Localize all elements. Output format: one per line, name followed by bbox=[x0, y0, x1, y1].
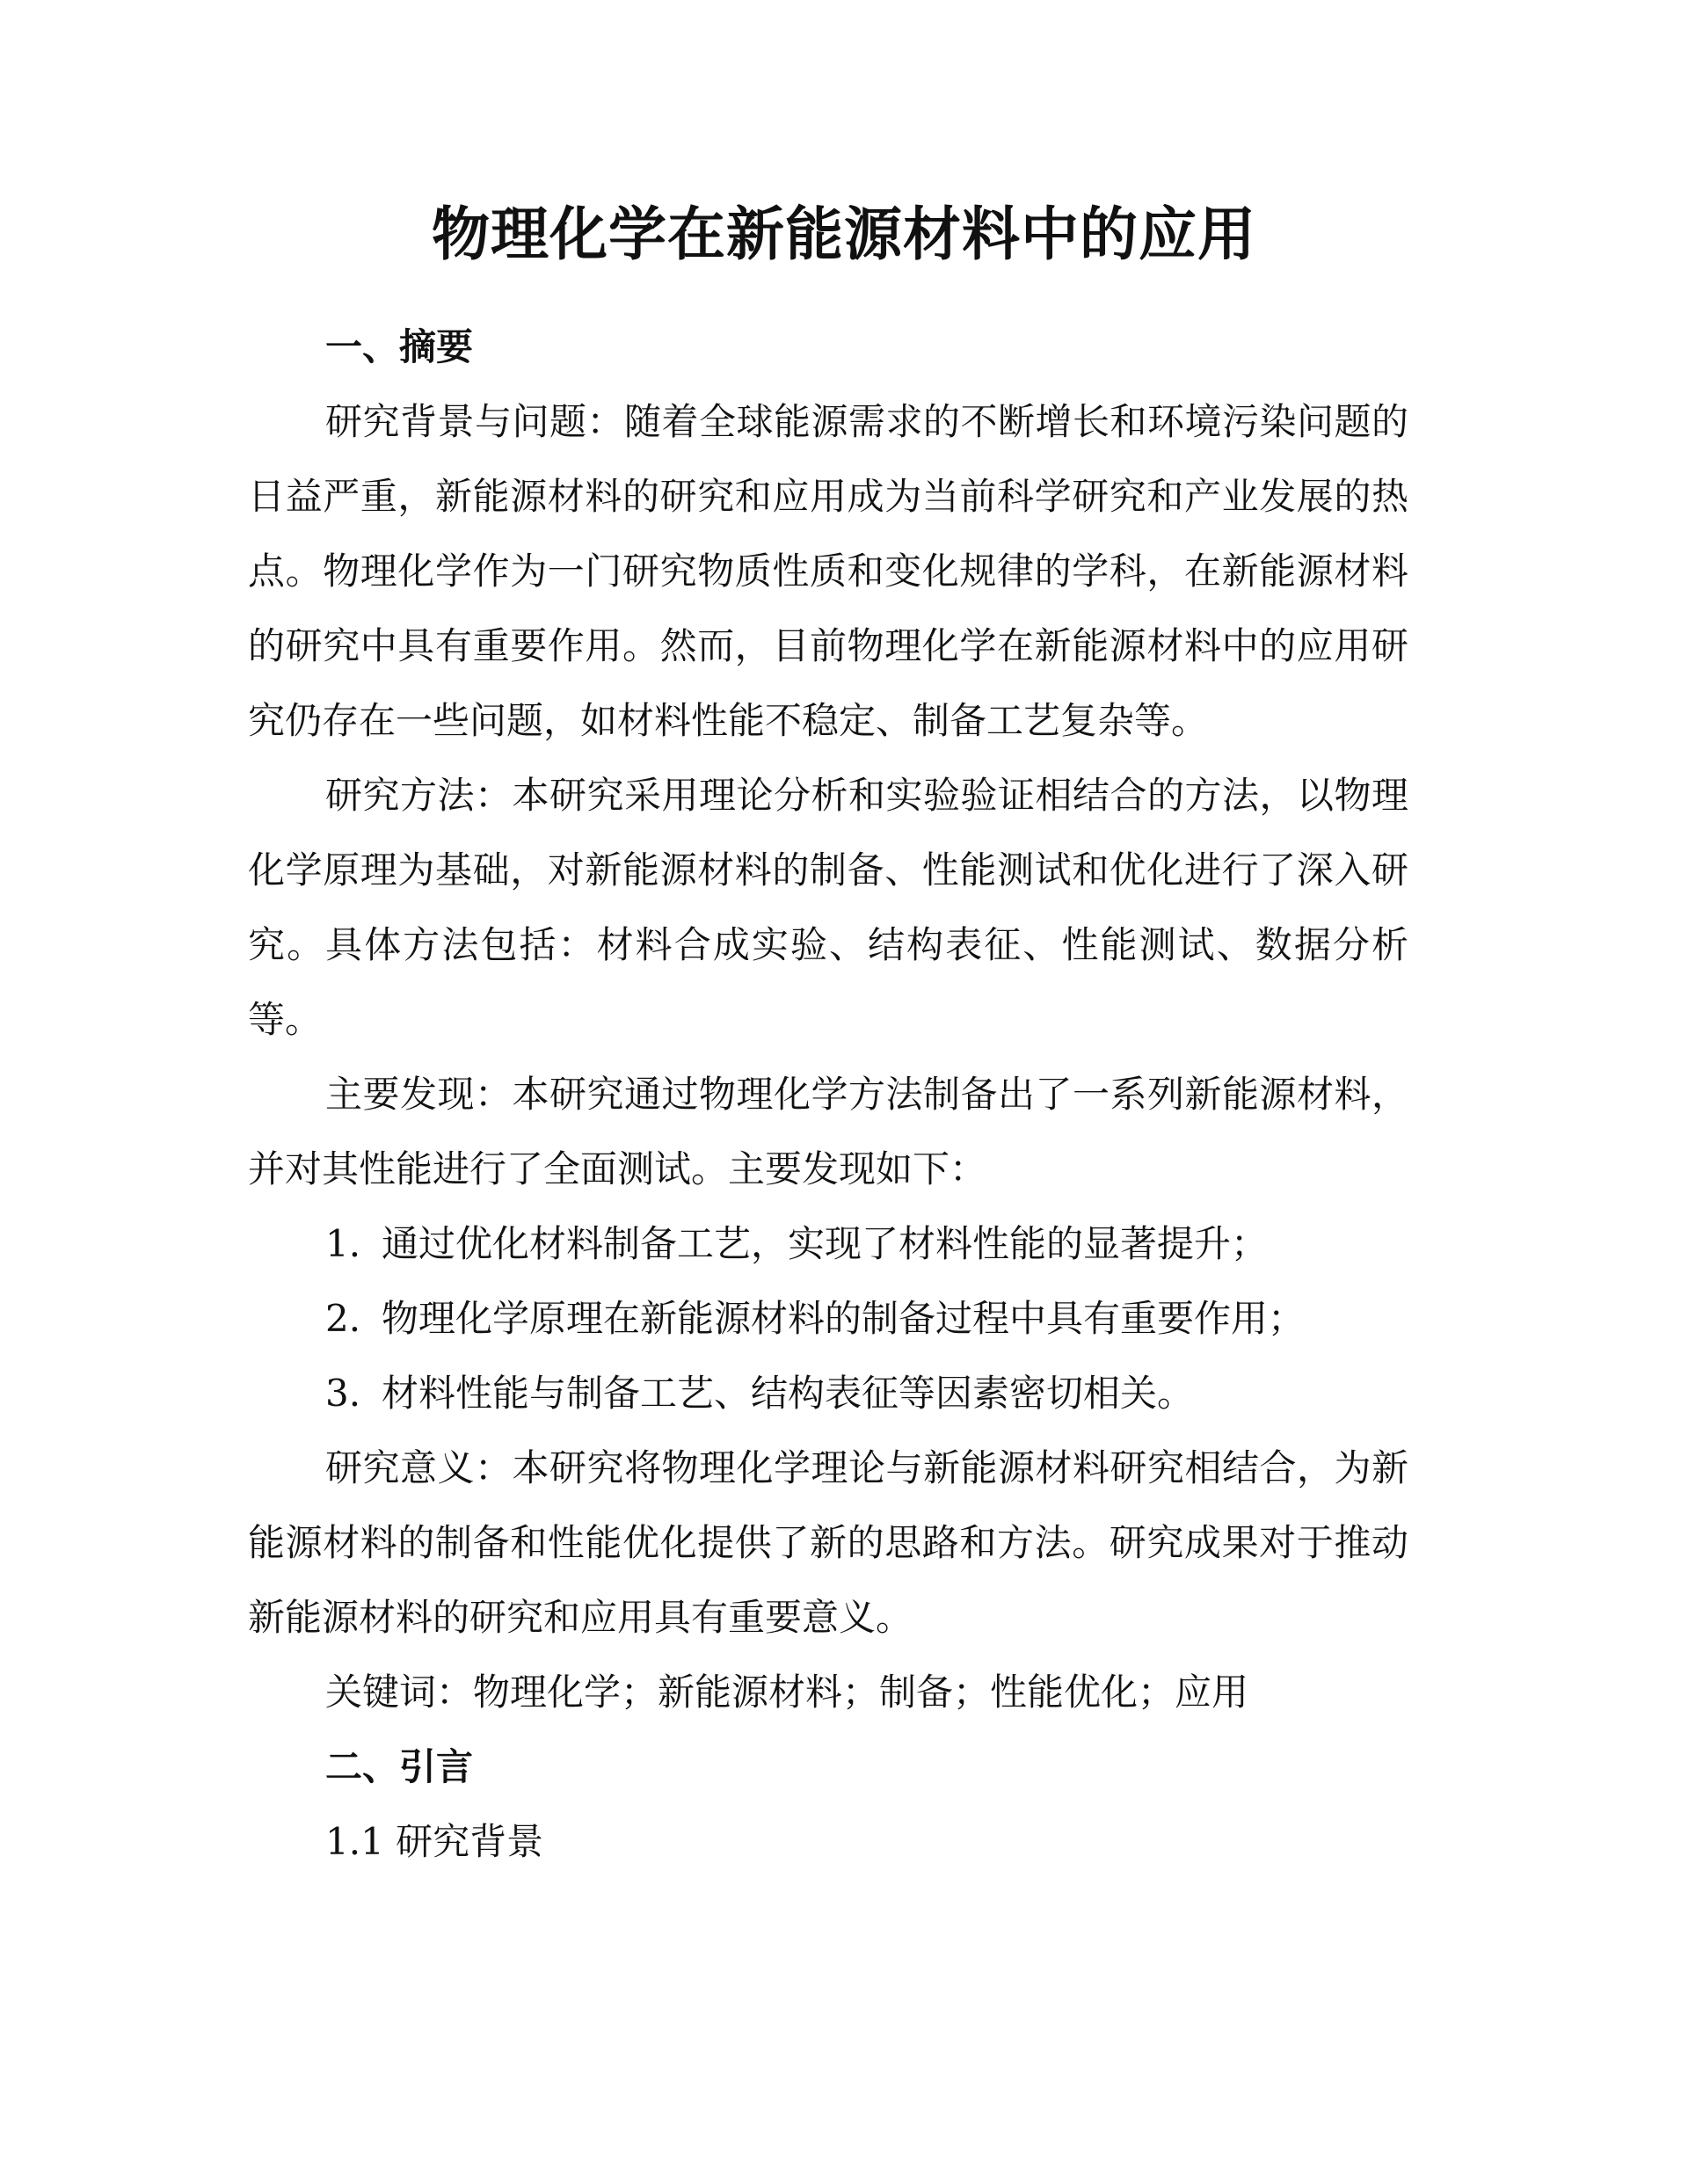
list-item-text: 通过优化材料制备工艺，实现了材料性能的显著提升； bbox=[382, 1222, 1269, 1265]
subsection-heading-background: 1.1 研究背景 bbox=[325, 1820, 544, 1863]
paragraph-methods: 研究方法：本研究采用理论分析和实验验证相结合的方法，以物理化学原理为基础，对新能源材料的制备、性能测试和优化进行了深入研究。具体方法包括：材料合成实验、结构表征、性能测试、数据分析等。 bbox=[248, 774, 1408, 1041]
list-item-text: 材料性能与制备工艺、结构表征等因素密切相关。 bbox=[382, 1372, 1195, 1415]
section-heading-abstract: 一、摘要 bbox=[325, 325, 474, 368]
list-item-text: 物理化学原理在新能源材料的制备过程中具有重要作用； bbox=[382, 1297, 1306, 1340]
list-item-number: 3. bbox=[325, 1372, 361, 1415]
paragraph-background: 研究背景与问题：随着全球能源需求的不断增长和环境污染问题的日益严重，新能源材料的研究和应用成为当前科学研究和产业发展的热点。物理化学作为一门研究物质性质和变化规律的学科，在新能源材料的研究中具有重要作用。然而，目前物理化学在新能源材料中的应用研究仍存在一些问题，如材料性能不稳定、制备工艺复杂等。 bbox=[248, 400, 1408, 742]
list-item-number: 1. bbox=[325, 1222, 361, 1265]
paragraph-significance: 研究意义：本研究将物理化学理论与新能源材料研究相结合，为新能源材料的制备和性能优化提供了新的思路和方法。研究成果对于推动新能源材料的研究和应用具有重要意义。 bbox=[248, 1446, 1408, 1639]
keywords-line: 关键词：物理化学；新能源材料；制备；性能优化；应用 bbox=[325, 1671, 1249, 1714]
document-title: 物理化学在新能源材料中的应用 bbox=[432, 200, 1256, 268]
section-heading-introduction: 二、引言 bbox=[325, 1745, 474, 1788]
list-item bbox=[325, 1206, 1268, 1281]
paragraph-findings: 主要发现：本研究通过物理化学方法制备出了一系列新能源材料，并对其性能进行了全面测试。主要发现如下： bbox=[248, 1073, 1408, 1190]
list-item bbox=[325, 1356, 1194, 1431]
list-item-number: 2. bbox=[325, 1297, 361, 1340]
list-item bbox=[325, 1281, 1305, 1356]
